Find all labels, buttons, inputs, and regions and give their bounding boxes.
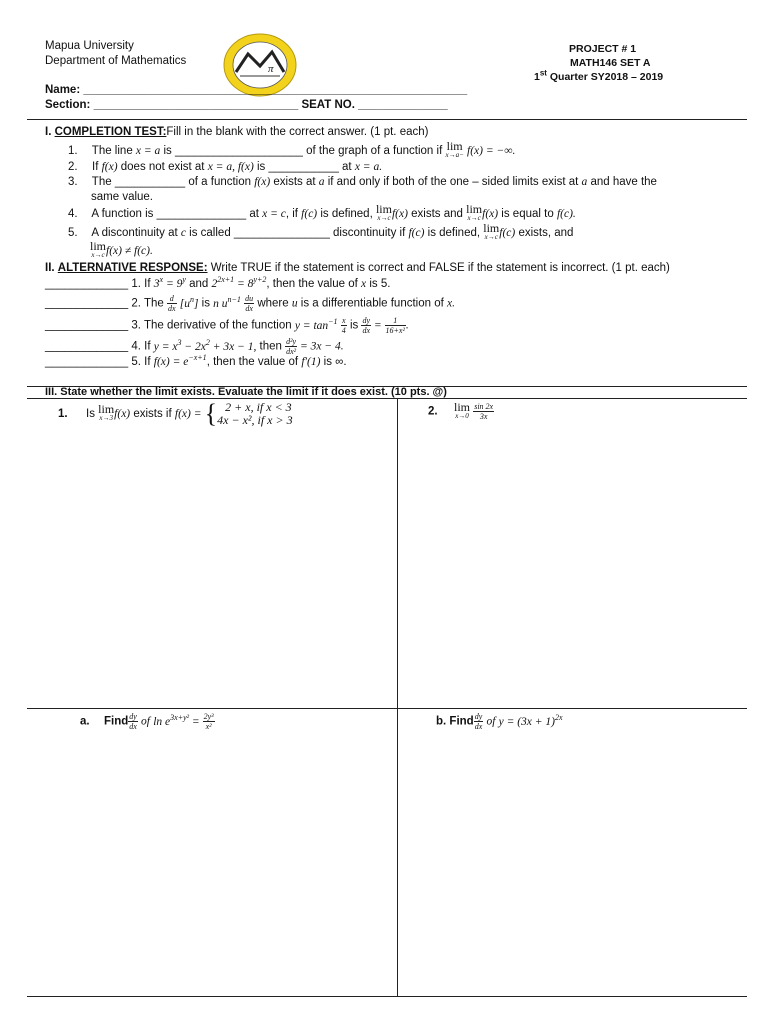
part2-item-4: _____________ 4. If $y = x^3 - 2x^2 + 3x - 1$, then $\frac{\text{d²y}}{\text{dx²}}$ = 3x − 4.	[45, 337, 344, 356]
item-text: is	[160, 145, 175, 158]
part1-title: COMPLETION TEST:	[54, 126, 167, 138]
section-blank[interactable]: ________________________________	[93, 99, 299, 111]
limit-notation: lim x→c	[375, 202, 392, 222]
item-text: The	[143, 297, 167, 310]
question-text: b. Find	[436, 715, 474, 728]
part2-heading	[45, 262, 670, 274]
item-text: exists at	[270, 176, 319, 188]
limit-notation: lim x→3	[98, 402, 115, 422]
item-number: 4.	[131, 340, 141, 353]
answer-blank[interactable]: ____________________	[174, 145, 303, 158]
part1-item-5-continued	[90, 239, 153, 260]
item-text: If	[144, 340, 154, 353]
item-text: , then the value of	[206, 356, 302, 368]
answer-blank[interactable]: ______________	[156, 208, 247, 221]
limit-notation: lim x→0	[454, 399, 471, 420]
part2-item-5: _____________ 5. If $f(x) = e^{-x+1}$, then the value of f′(1) is ∞.	[45, 353, 347, 368]
item-number: 2.	[68, 161, 78, 173]
answer-blank[interactable]: _____________	[45, 319, 129, 332]
part3-header-border	[27, 398, 747, 399]
part1-instruction: Fill in the blank with the correct answer. (1 pt. each)	[166, 126, 429, 138]
part4-question-a: a. Find $\frac{dy}{dx}$ of $\ln e^{3x+y^2}$ = $\frac{\text{2y³}}{\text{x²}}$	[80, 712, 214, 731]
item-text: at	[246, 208, 263, 221]
part1-item-4	[68, 202, 576, 223]
item-text: if and only if both of the one – sided limits exist at	[324, 176, 582, 188]
seat-blank[interactable]: ______________	[358, 99, 448, 111]
item-text: The derivative of the function	[143, 319, 295, 332]
department-name: Department of Mathematics	[45, 55, 187, 67]
seat-label: SEAT NO.	[301, 99, 355, 111]
workspace-center-divider	[397, 398, 398, 996]
question-text: exists if	[130, 408, 175, 421]
answer-blank[interactable]: ___________	[268, 161, 339, 173]
part2-item-3: _____________ 3. The derivative of the function $y = \tan^{-1}$ $\frac{x}{4}$ is $\frac{dy}{dx}$ = $\frac{1}{\text{16+x²}}$ .	[45, 316, 409, 335]
item-math: f(x)	[254, 176, 271, 188]
part1-item-5	[68, 221, 574, 242]
item-math: x = a.	[354, 161, 383, 173]
item-number: 3.	[131, 319, 141, 332]
part3-question-2: 2. lim x→0 $\frac{\sin 2x}{3x}$	[428, 399, 494, 421]
item-math: f(c)	[301, 208, 318, 221]
answer-blank[interactable]: _____________	[45, 340, 129, 353]
item-math: f(c).	[556, 208, 576, 221]
item-text: is called	[185, 227, 234, 240]
item-text: If	[144, 278, 154, 290]
answer-blank[interactable]: _____________	[45, 278, 129, 290]
item-text: A function is	[91, 208, 157, 221]
item-math: f(x)	[391, 208, 408, 221]
part3-question-1: 1. Is lim x→3 f(x) exists if f(x) = { 2 + x, if x < 3 4x − x², if x > 3	[58, 399, 293, 428]
item-text: then	[256, 340, 286, 353]
limit-notation: lim x→a−	[445, 139, 464, 159]
course-set: MATH146 SET A	[570, 57, 651, 69]
item-math: f(c)	[499, 227, 516, 240]
item-text: of the graph of a function if	[302, 145, 446, 158]
quarter-rest: Quarter SY2018 – 2019	[546, 71, 664, 83]
item-math: f(c)	[408, 227, 425, 240]
answer-blank[interactable]: _______________	[233, 227, 330, 240]
item-number: 1.	[131, 278, 141, 290]
header-divider	[27, 119, 747, 120]
item-math: f(x)	[482, 208, 499, 221]
question-number: 2.	[428, 405, 438, 418]
item-text: at	[338, 161, 355, 173]
quarter-suffix: st	[539, 68, 547, 78]
part1-roman: I.	[45, 126, 52, 138]
item-text: A discontinuity at	[91, 227, 181, 240]
item-text: If	[144, 356, 154, 368]
item-text: is	[346, 319, 362, 332]
item-text: is	[253, 161, 269, 173]
quarter-schoolyear	[534, 68, 664, 83]
workspace-middle-border	[27, 708, 747, 709]
item-math: a	[581, 176, 588, 188]
piecewise-cases: 2 + x, if x < 3 4x − x², if x > 3	[217, 400, 293, 427]
answer-blank[interactable]: _____________	[45, 356, 129, 368]
item-text: The	[91, 176, 115, 188]
part2-instruction: Write TRUE if the statement is correct and FALSE if the statement is incorrect. (1 pt. each)	[207, 262, 670, 274]
item-text: is a differentiable function of	[297, 297, 447, 310]
item-text: is	[198, 297, 214, 310]
section-label: Section:	[45, 99, 91, 111]
university-name: Mapua University	[45, 40, 134, 52]
part3-heading: III. State whether the limit exists. Evaluate the limit if it does exist. (10 pts. @)	[45, 386, 447, 398]
item-math: c	[180, 227, 186, 240]
question-number: 1.	[58, 408, 68, 421]
item-text: exists, and	[515, 227, 574, 240]
item-text: discontinuity if	[329, 227, 409, 240]
item-number: 5.	[68, 227, 78, 240]
item-text: does not exist at	[117, 161, 208, 173]
answer-blank[interactable]: _____________	[45, 297, 129, 310]
name-line	[45, 84, 467, 96]
item-math: a	[318, 176, 325, 188]
item-number: 2.	[131, 297, 141, 310]
part1-item-2	[68, 161, 382, 173]
item-number: 4.	[68, 208, 78, 221]
item-math: f(x)	[101, 161, 118, 173]
piecewise-brace: {	[204, 399, 218, 428]
part1-item-3	[68, 176, 657, 188]
part2-roman: II.	[45, 262, 55, 274]
part1-heading	[45, 126, 428, 138]
name-blank[interactable]: ____________________________________________________________	[83, 84, 468, 96]
item-math: x = a	[135, 145, 161, 158]
item-text: is ∞.	[320, 356, 347, 368]
part2-item-1: _____________ 1. If $3^x = 9^y$ and $2^{2x+1} = 8^{y+2}$, then the value of x is 5.	[45, 275, 391, 290]
item-math: x = c	[262, 208, 286, 221]
part4-question-b: b. Find $\frac{dy}{dx}$ of $y = (3x + 1)^{2x}$	[436, 712, 563, 731]
item-text: is defined,	[424, 227, 484, 240]
item-text: of a function	[185, 176, 255, 188]
item-math: f(x) = −∞.	[467, 145, 516, 158]
item-number: 3.	[68, 176, 78, 188]
item-text: is equal to	[498, 208, 557, 221]
name-label: Name:	[45, 84, 81, 96]
limit-notation: lim x→c	[466, 202, 483, 222]
item-text: exists and	[407, 208, 467, 221]
workspace-bottom-border	[27, 996, 747, 997]
part1-item-3-continued: same value.	[91, 191, 154, 203]
limit-notation: lim x→c	[483, 221, 500, 241]
project-number: PROJECT # 1	[569, 43, 637, 55]
section-line	[45, 99, 448, 111]
question-letter: a.	[80, 715, 90, 728]
item-number: 5.	[131, 356, 141, 368]
item-text: The line	[91, 145, 136, 158]
quarter-number: 1	[534, 71, 540, 83]
item-text: , if	[285, 208, 302, 221]
item-text: If	[92, 161, 102, 173]
item-number: 1.	[68, 145, 78, 158]
part1-item-1	[68, 139, 516, 160]
item-text: and have the	[587, 176, 657, 188]
limit-notation: lim x→c	[90, 239, 107, 259]
item-text: , then the value of	[266, 278, 362, 290]
item-text: where	[254, 297, 292, 310]
item-text: and	[185, 278, 212, 290]
question-text: Is	[86, 408, 95, 421]
part2-item-2: _____________ 2. The $\frac{d}{dx}$ $[u^n]$ is n $u^{n-1}$ $\frac{du}{dx}$ where u is a differentiable function of x.	[45, 294, 455, 313]
part2-title: ALTERNATIVE RESPONSE:	[57, 262, 208, 274]
item-math: x = a, f(x)	[207, 161, 254, 173]
item-text: is defined,	[317, 208, 376, 221]
answer-blank[interactable]: ___________	[114, 176, 186, 188]
question-text: Find	[104, 715, 129, 728]
item-text: is 5.	[366, 278, 391, 290]
item-math: f(x) ≠ f(c).	[106, 245, 153, 258]
pi-symbol: π	[268, 63, 274, 75]
